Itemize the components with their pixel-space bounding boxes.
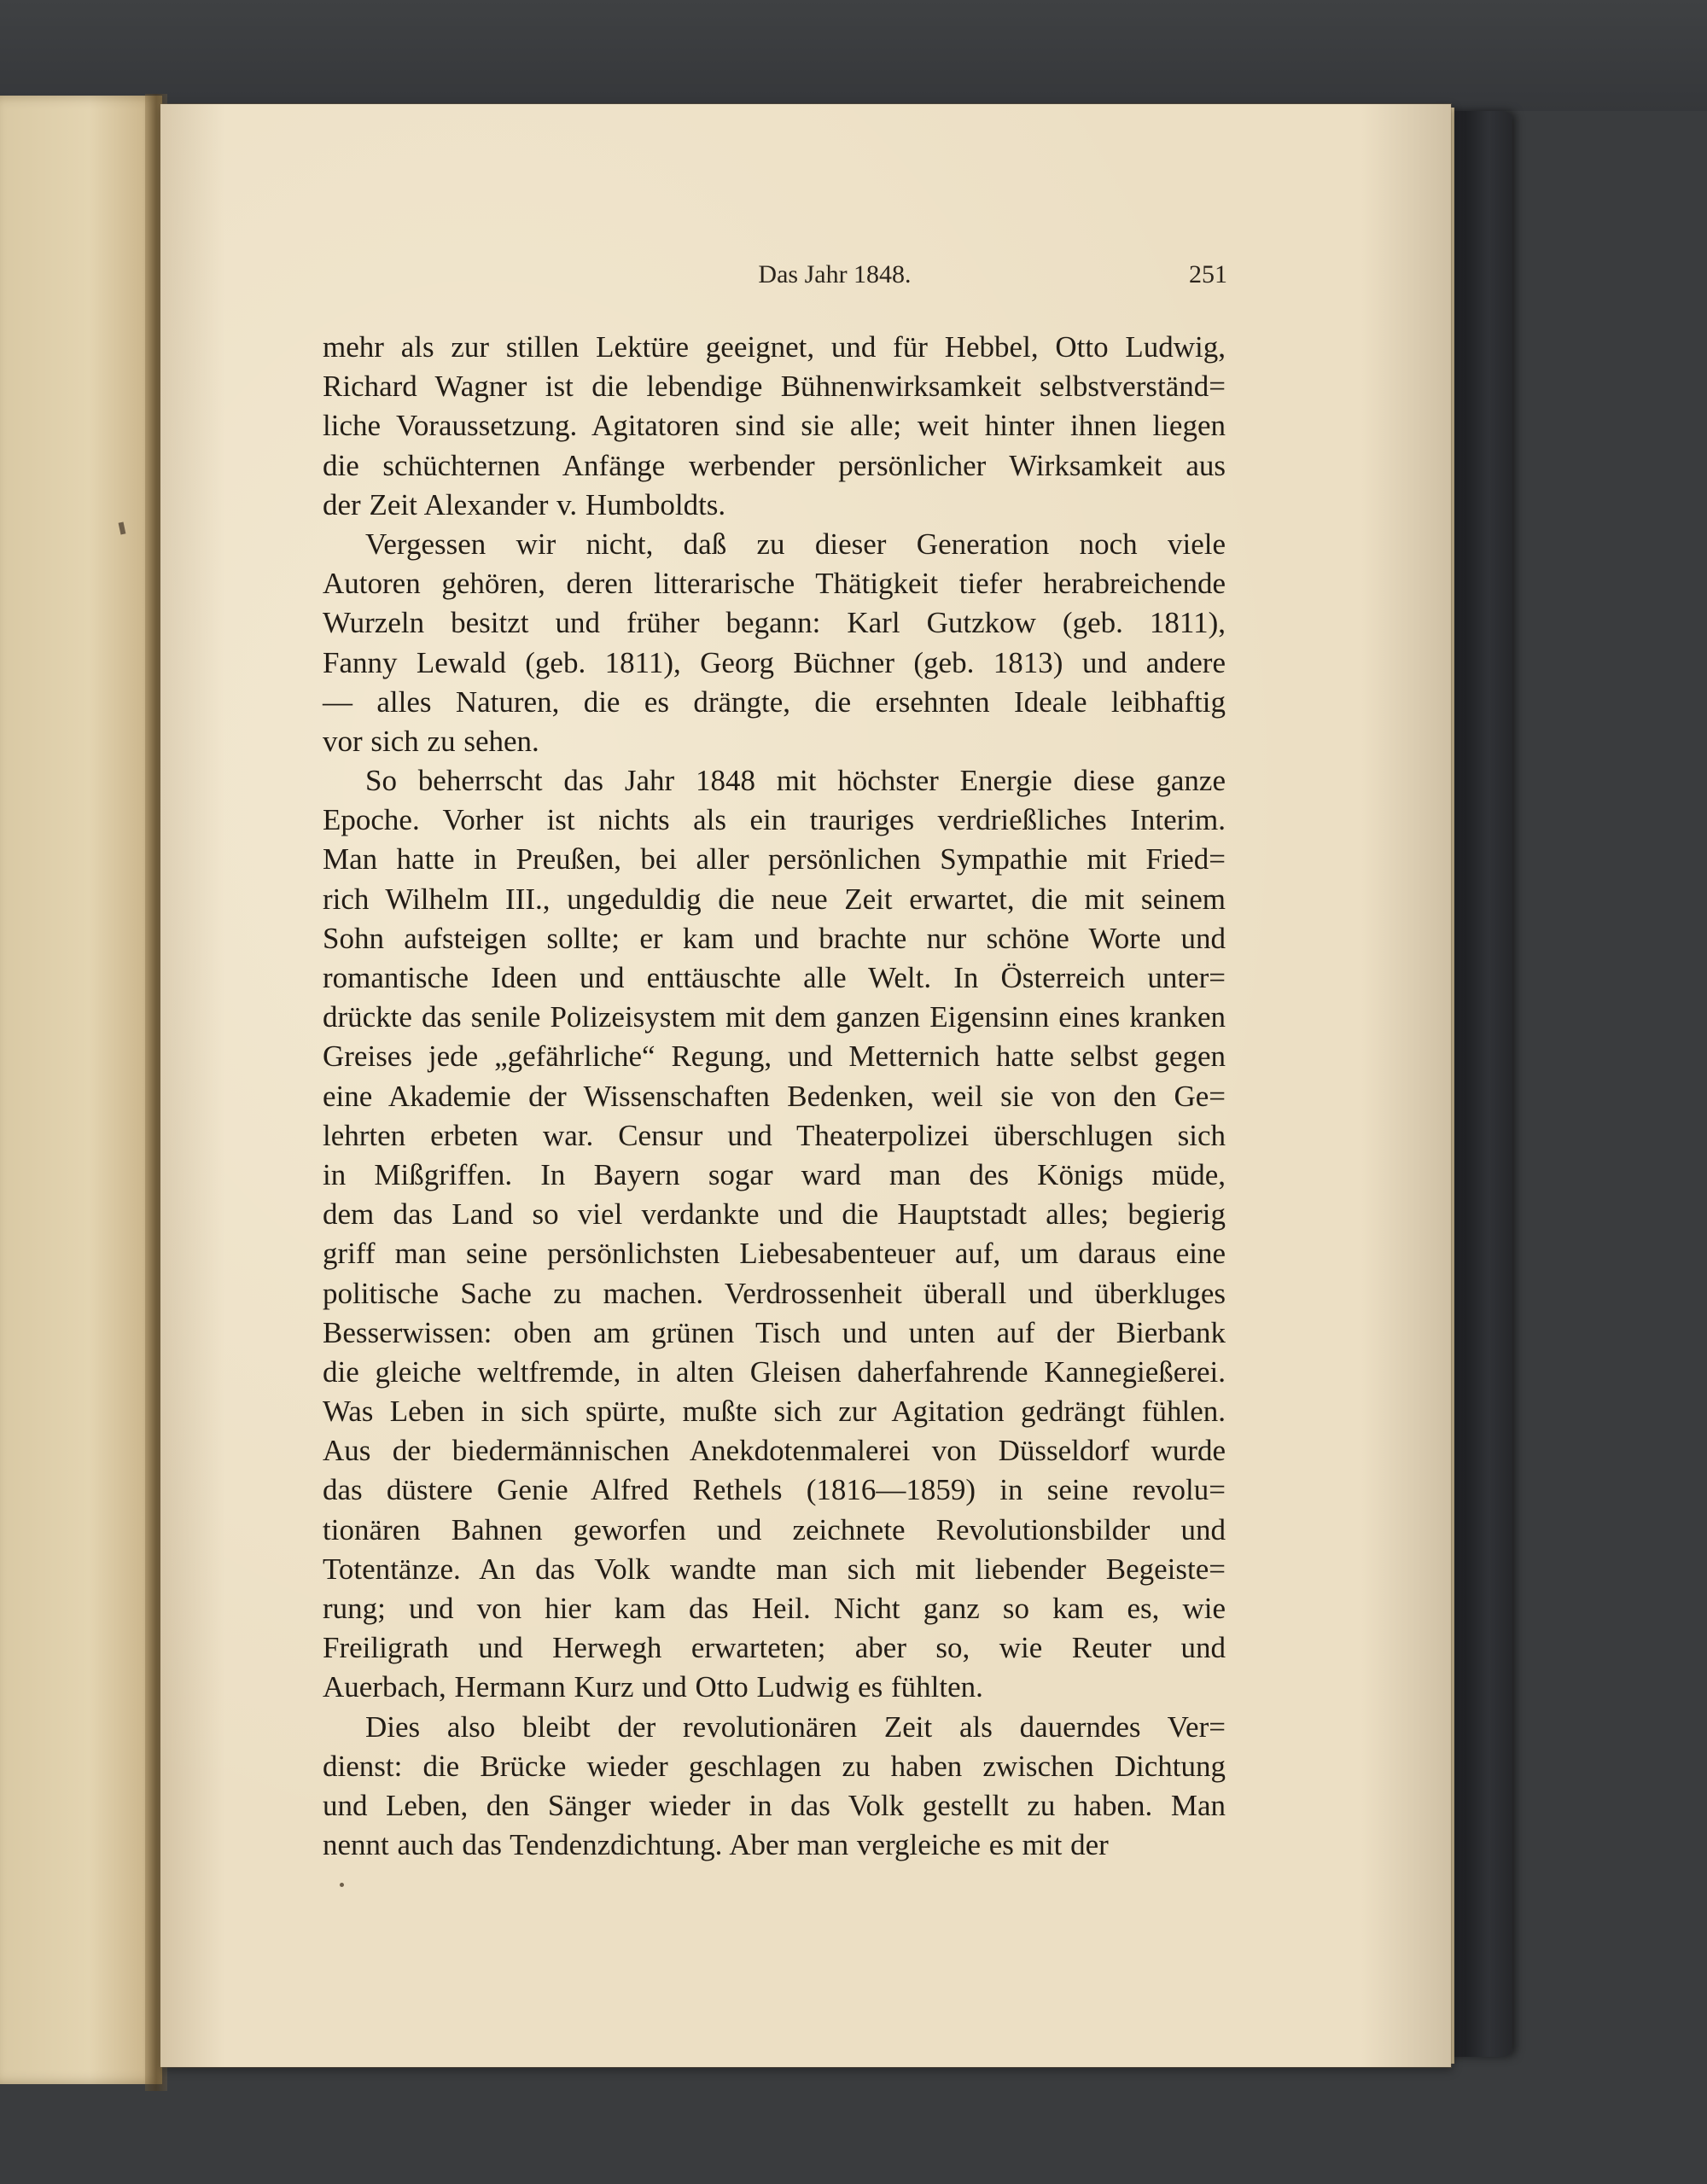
text-line: dienst: die Brücke wieder geschlagen zu haben zwischen Dichtung: [323, 1749, 1226, 1783]
text-line: Greises jede „gefährliche“ Regung, und Metternich hatte selbst gegen: [323, 1040, 1226, 1074]
text-line: dem das Land so viel verdankte und die Hauptstadt alles; begierig: [323, 1197, 1226, 1232]
body-text: [323, 328, 1226, 1865]
text-line: eine Akademie der Wissenschaften Bedenken, weil sie von den Ge=: [323, 1079, 1226, 1113]
text-line: lehrten erbeten war. Censur und Theaterpolizei überschlugen sich: [323, 1118, 1226, 1152]
background-surface: [0, 0, 1707, 111]
text-line: Epoche. Vorher ist nichts als ein trauriges verdrießliches Interim.: [323, 803, 1226, 837]
text-line: Totentänze. An das Volk wandte man sich mit liebender Begeiste=: [323, 1552, 1226, 1586]
text-line: mehr als zur stillen Lektüre geeignet, und für Hebbel, Otto Ludwig,: [323, 330, 1226, 364]
paragraph: [323, 328, 1226, 525]
text-line: das düstere Genie Alfred Rethels (1816—1859) in seine revolu=: [323, 1473, 1226, 1507]
text-line: Freiligrath und Herwegh erwarteten; aber so, wie Reuter und: [323, 1631, 1226, 1665]
running-header: [160, 260, 1451, 294]
text-line: drückte das senile Polizeisystem mit dem ganzen Eigensinn eines kranken: [323, 1000, 1226, 1034]
text-line: die gleiche weltfremde, in alten Gleisen daherfahrende Kannegießerei.: [323, 1354, 1226, 1389]
text-line: Was Leben in sich spürte, mußte sich zur Agitation gedrängt fühlen.: [323, 1395, 1226, 1429]
facing-page-edge: [0, 96, 162, 2084]
text-line: romantische Ideen und enttäuschte alle Welt. In Österreich unter=: [323, 961, 1226, 994]
text-line: politische Sache zu machen. Verdrossenheit überall und überkluges: [323, 1276, 1226, 1310]
text-line: nennt auch das Tendenzdichtung. Aber man vergleiche es mit der: [323, 1828, 1109, 1862]
text-line: in Mißgriffen. In Bayern sogar ward man des Königs müde,: [323, 1157, 1226, 1191]
text-line: Aus der biedermännischen Anekdotenmalerei von Düsseldorf wurde: [323, 1434, 1226, 1468]
text-line: griff man seine persönlichsten Liebesabenteuer auf, um daraus eine: [323, 1237, 1226, 1271]
text-line: und Leben, den Sänger wieder in das Volk gestellt zu haben. Man: [323, 1788, 1226, 1822]
text-line: Autoren gehören, deren litterarische Thätigkeit tiefer herabreichende: [323, 567, 1226, 601]
running-title: Das Jahr 1848.: [758, 260, 912, 288]
page-number: 251: [1189, 260, 1227, 288]
text-line: Dies also bleibt der revolutionären Zeit als dauerndes Ver=: [365, 1709, 1226, 1744]
book-page: [160, 104, 1451, 2067]
text-line: — alles Naturen, die es drängte, die ersehnten Ideale leibhaftig: [323, 684, 1226, 719]
paragraph: [323, 1708, 1226, 1866]
text-line: der Zeit Alexander v. Humboldts.: [323, 487, 726, 521]
text-line: Besserwissen: oben am grünen Tisch und unten auf der Bierbank: [323, 1315, 1226, 1349]
text-line: die schüchternen Anfänge werbender persönlicher Wirksamkeit aus: [323, 448, 1226, 482]
text-line: tionären Bahnen geworfen und zeichnete Revolutionsbilder und: [323, 1512, 1226, 1546]
ink-speck: [340, 1883, 344, 1887]
text-line: Sohn aufsteigen sollte; er kam und brachte nur schöne Worte und: [323, 921, 1226, 955]
text-line: Vergessen wir nicht, daß zu dieser Generation noch viele: [365, 527, 1226, 561]
text-line: vor sich zu sehen.: [323, 724, 539, 758]
text-line: Fanny Lewald (geb. 1811), Georg Büchner (geb. 1813) und andere: [323, 645, 1226, 679]
text-line: Auerbach, Hermann Kurz und Otto Ludwig es fühlten.: [323, 1670, 983, 1704]
paragraph: [323, 525, 1226, 761]
text-line: rich Wilhelm III., ungeduldig die neue Zeit erwartet, die mit seinem: [323, 882, 1226, 916]
text-line: Wurzeln besitzt und früher begann: Karl Gutzkow (geb. 1811),: [323, 606, 1226, 640]
text-line: Richard Wagner ist die lebendige Bühnenwirksamkeit selbstverständ=: [323, 370, 1226, 404]
paragraph: [323, 761, 1226, 1708]
text-line: So beherrscht das Jahr 1848 mit höchster Energie diese ganze: [365, 764, 1226, 798]
text-line: Man hatte in Preußen, bei aller persönlichen Sympathie mit Fried=: [323, 842, 1226, 877]
text-line: rung; und von hier kam das Heil. Nicht ganz so kam es, wie: [323, 1592, 1226, 1625]
text-line: liche Voraussetzung. Agitatoren sind sie alle; weit hinter ihnen liegen: [323, 409, 1226, 443]
